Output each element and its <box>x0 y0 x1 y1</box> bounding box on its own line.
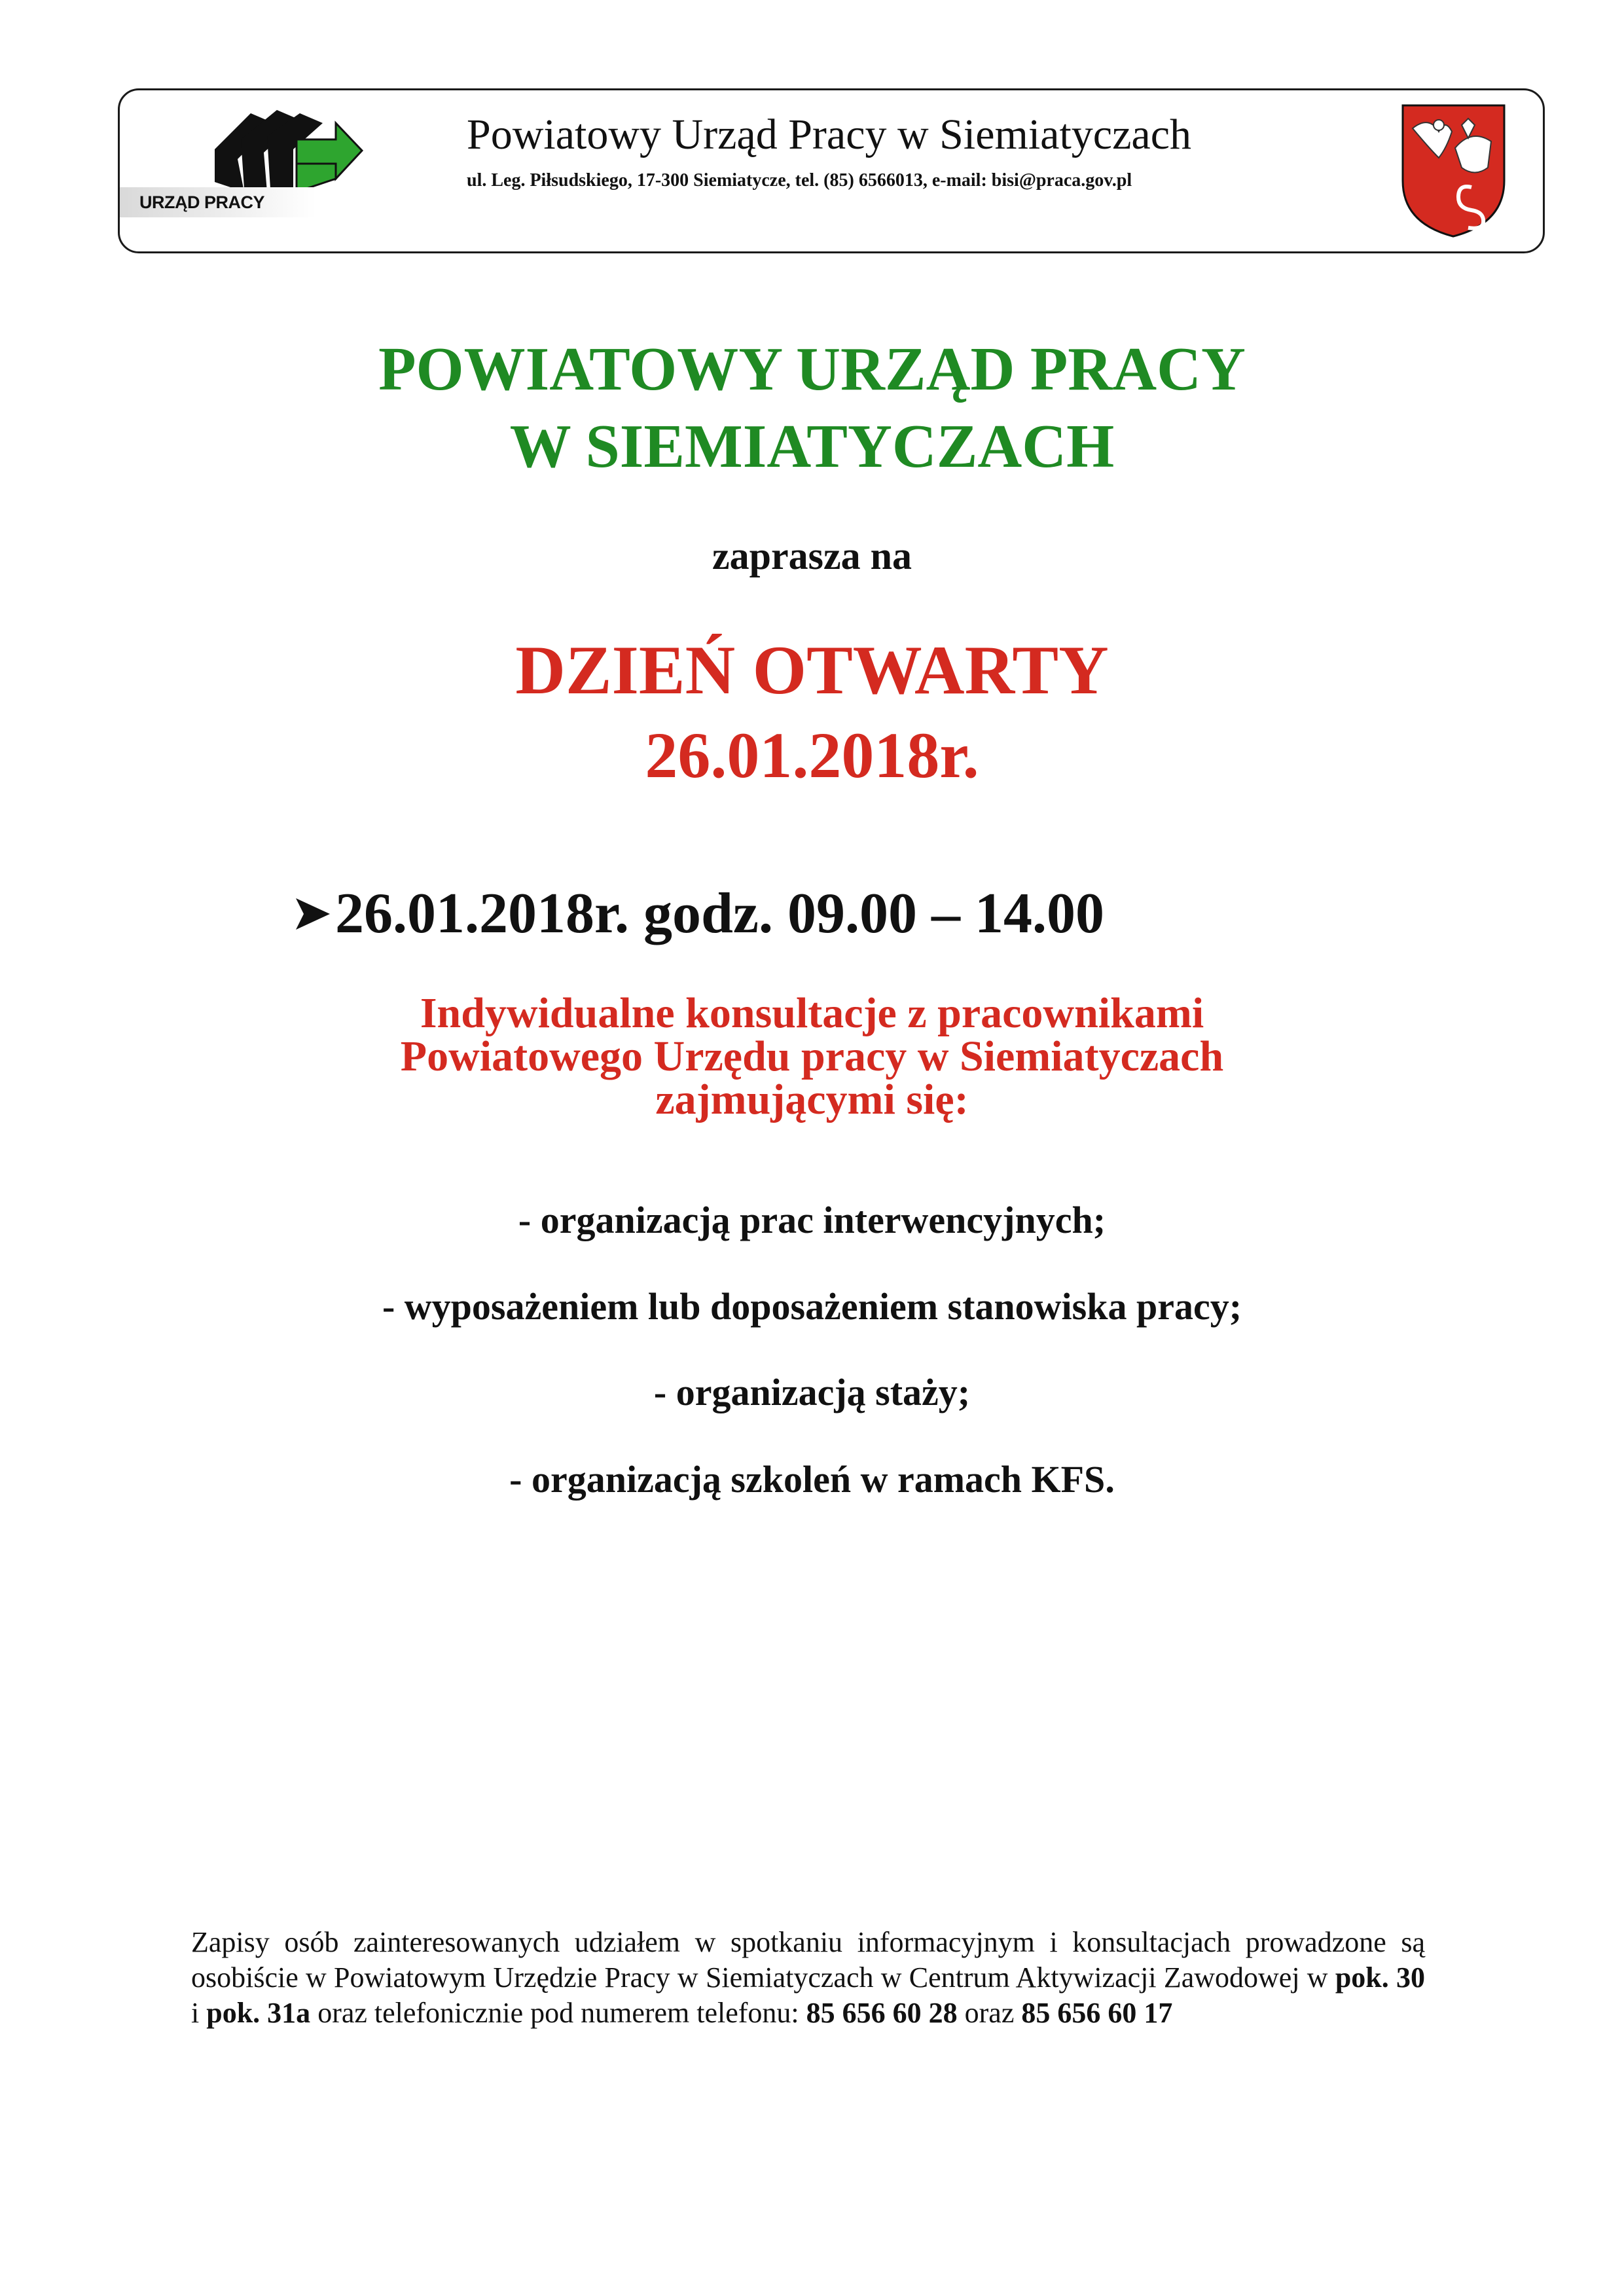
note-text: oraz telefonicznie pod numerem telefonu: <box>310 1997 806 2029</box>
consult-line-1: Indywidualne konsultacje z pracownikami <box>420 989 1204 1037</box>
registration-note <box>191 1925 1425 2031</box>
coat-of-arms-icon <box>1399 102 1507 240</box>
event-date: 26.01.2018r. <box>645 719 979 792</box>
org-title-line-1: POWIATOWY URZĄD PRACY <box>378 335 1246 403</box>
phone-number: 85 656 60 28 <box>806 1997 958 2029</box>
list-item: - organizacją staży; <box>653 1371 971 1413</box>
arrow-bullet-icon <box>295 881 335 947</box>
office-address: ul. Leg. Piłsudskiego, 17-300 Siemiatycze, tel. (85) 6566013, e-mail: bisi@praca.gov.pl <box>467 170 1132 191</box>
consult-line-3: zajmującymi się: <box>655 1076 969 1123</box>
note-text: i <box>191 1997 207 2029</box>
consult-line-2: Powiatowego Urzędu pracy w Siemiatyczach <box>400 1032 1224 1080</box>
office-name: Powiatowy Urząd Pracy w Siemiatyczach <box>467 111 1191 158</box>
schedule-line <box>295 881 1104 947</box>
letterhead <box>118 88 1545 253</box>
invites-text: zaprasza na <box>712 534 912 577</box>
schedule-text: 26.01.2018r. godz. 09.00 – 14.00 <box>335 882 1104 945</box>
org-title <box>0 331 1624 485</box>
note-text: oraz <box>957 1997 1022 2029</box>
list-item: - wyposażeniem lub doposażeniem stanowiska pracy; <box>382 1285 1242 1328</box>
list-item: - organizacją prac interwencyjnych; <box>518 1199 1106 1241</box>
phone-number: 85 656 60 17 <box>1021 1997 1173 2029</box>
event-title: DZIEŃ OTWARTY <box>515 632 1109 708</box>
logo-caption: URZĄD PRACY <box>139 192 265 212</box>
org-title-line-2: W SIEMIATYCZACH <box>509 412 1115 481</box>
room-number: pok. 30 <box>1335 1961 1425 1994</box>
note-text: Zapisy osób zainteresowanych udziałem w spotkaniu informacyjnym i konsultacjach prowadzone są osobiście w Powiatowym Urzędzie Pracy w Siemiatyczach w Centrum Aktywizacji Zawodowej w <box>191 1926 1425 1994</box>
list-item: - organizacją szkoleń w ramach KFS. <box>509 1458 1115 1501</box>
room-number: pok. 31a <box>206 1997 311 2029</box>
consultations-heading <box>0 989 1624 1123</box>
logo-caption-bar <box>120 187 316 217</box>
